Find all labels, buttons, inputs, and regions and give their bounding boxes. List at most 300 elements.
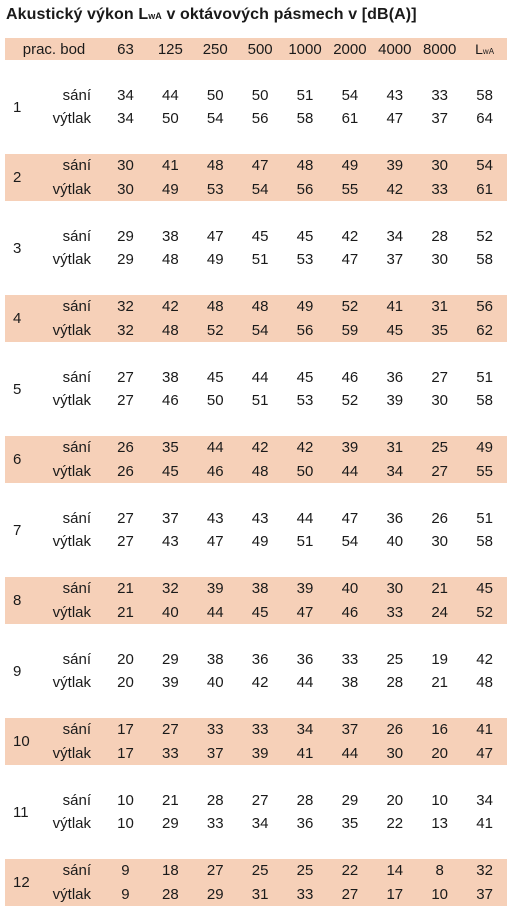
band-value: 44	[238, 366, 283, 390]
lwa-value: 47	[462, 742, 507, 766]
row-gap-cell	[5, 60, 507, 84]
band-value: 32	[103, 295, 148, 319]
band-value: 46	[148, 389, 193, 413]
band-value: 40	[372, 530, 417, 554]
band-value: 31	[417, 295, 462, 319]
band-value: 34	[103, 107, 148, 131]
band-value: 50	[148, 107, 193, 131]
title-rest: v oktávových pásmech v [dB(A)]	[162, 6, 417, 23]
row-gap-cell	[5, 624, 507, 648]
table-row	[5, 319, 507, 343]
table-row	[5, 154, 507, 178]
table-row	[5, 366, 507, 390]
band-value: 42	[372, 178, 417, 202]
band-value: 44	[148, 84, 193, 108]
band-value: 25	[417, 436, 462, 460]
band-value: 34	[372, 460, 417, 484]
band-value: 54	[193, 107, 238, 131]
mode-label: výtlak	[29, 178, 103, 202]
band-value: 37	[372, 248, 417, 272]
band-value: 30	[417, 389, 462, 413]
band-value: 37	[327, 718, 372, 742]
band-value: 37	[193, 742, 238, 766]
band-value: 27	[327, 883, 372, 906]
band-value: 22	[372, 812, 417, 836]
band-value: 30	[103, 154, 148, 178]
band-value: 13	[417, 812, 462, 836]
band-value: 47	[193, 225, 238, 249]
table-row	[5, 648, 507, 672]
band-value: 52	[327, 389, 372, 413]
band-value: 43	[372, 84, 417, 108]
row-gap	[5, 554, 507, 578]
mode-label: výtlak	[29, 107, 103, 131]
band-value: 28	[372, 671, 417, 695]
band-value: 30	[417, 530, 462, 554]
band-value: 39	[283, 577, 328, 601]
band-value: 21	[103, 577, 148, 601]
band-value: 46	[327, 601, 372, 625]
header-band: 1000	[283, 38, 328, 60]
band-value: 33	[372, 601, 417, 625]
band-value: 33	[417, 178, 462, 202]
band-value: 10	[417, 883, 462, 906]
band-value: 20	[372, 789, 417, 813]
band-value: 48	[148, 248, 193, 272]
row-gap	[5, 483, 507, 507]
bod-number: 11	[5, 789, 29, 836]
band-value: 52	[327, 295, 372, 319]
header-band: 125	[148, 38, 193, 60]
band-value: 56	[283, 319, 328, 343]
row-gap-cell	[5, 483, 507, 507]
mode-label: sání	[29, 366, 103, 390]
band-value: 45	[283, 225, 328, 249]
header-band: 500	[238, 38, 283, 60]
band-value: 24	[417, 601, 462, 625]
band-value: 56	[238, 107, 283, 131]
lwa-value: 51	[462, 366, 507, 390]
band-value: 35	[327, 812, 372, 836]
band-value: 51	[238, 248, 283, 272]
row-gap-cell	[5, 413, 507, 437]
band-value: 35	[417, 319, 462, 343]
mode-label: výtlak	[29, 812, 103, 836]
band-value: 10	[103, 812, 148, 836]
band-value: 42	[238, 671, 283, 695]
table-row	[5, 577, 507, 601]
band-value: 45	[193, 366, 238, 390]
band-value: 25	[283, 859, 328, 883]
bod-number: 10	[5, 718, 29, 765]
lwa-value: 52	[462, 225, 507, 249]
band-value: 49	[238, 530, 283, 554]
band-value: 29	[103, 225, 148, 249]
band-value: 21	[148, 789, 193, 813]
row-gap	[5, 836, 507, 860]
band-value: 30	[417, 154, 462, 178]
band-value: 27	[417, 366, 462, 390]
band-value: 37	[417, 107, 462, 131]
band-value: 28	[417, 225, 462, 249]
mode-label: výtlak	[29, 742, 103, 766]
mode-label: sání	[29, 859, 103, 883]
row-gap-cell	[5, 201, 507, 225]
band-value: 44	[193, 601, 238, 625]
band-value: 45	[238, 225, 283, 249]
table-row	[5, 530, 507, 554]
row-gap	[5, 413, 507, 437]
band-value: 47	[372, 107, 417, 131]
mode-label: výtlak	[29, 248, 103, 272]
lwa-value: 56	[462, 295, 507, 319]
band-value: 27	[238, 789, 283, 813]
bod-number: 6	[5, 436, 29, 483]
mode-label: sání	[29, 295, 103, 319]
row-gap	[5, 201, 507, 225]
band-value: 42	[148, 295, 193, 319]
table-row	[5, 436, 507, 460]
header-lwa	[462, 38, 507, 60]
mode-label: sání	[29, 436, 103, 460]
band-value: 51	[238, 389, 283, 413]
band-value: 26	[372, 718, 417, 742]
band-value: 38	[238, 577, 283, 601]
band-value: 36	[283, 812, 328, 836]
band-value: 40	[193, 671, 238, 695]
band-value: 49	[283, 295, 328, 319]
band-value: 28	[193, 789, 238, 813]
band-value: 49	[148, 178, 193, 202]
band-value: 28	[283, 789, 328, 813]
mode-label: sání	[29, 577, 103, 601]
band-value: 54	[327, 84, 372, 108]
band-value: 34	[372, 225, 417, 249]
table-row	[5, 812, 507, 836]
header-bod: prac. bod	[5, 38, 103, 60]
table-row	[5, 789, 507, 813]
lwa-value: 45	[462, 577, 507, 601]
mode-label: výtlak	[29, 460, 103, 484]
mode-label: sání	[29, 648, 103, 672]
band-value: 46	[327, 366, 372, 390]
band-value: 54	[238, 178, 283, 202]
band-value: 21	[417, 671, 462, 695]
band-value: 20	[103, 671, 148, 695]
band-value: 21	[103, 601, 148, 625]
table-header-row	[5, 38, 507, 60]
band-value: 16	[417, 718, 462, 742]
page-title	[6, 6, 417, 24]
band-value: 47	[193, 530, 238, 554]
band-value: 26	[417, 507, 462, 531]
band-value: 30	[372, 742, 417, 766]
band-value: 39	[327, 436, 372, 460]
band-value: 33	[148, 742, 193, 766]
band-value: 29	[148, 812, 193, 836]
lwa-value: 34	[462, 789, 507, 813]
band-value: 39	[372, 389, 417, 413]
table-row	[5, 507, 507, 531]
band-value: 37	[148, 507, 193, 531]
band-value: 26	[103, 436, 148, 460]
bod-number: 1	[5, 84, 29, 131]
band-value: 48	[283, 154, 328, 178]
row-gap-cell	[5, 131, 507, 155]
band-value: 39	[238, 742, 283, 766]
table-row	[5, 859, 507, 883]
band-value: 33	[193, 812, 238, 836]
mode-label: výtlak	[29, 389, 103, 413]
row-gap-cell	[5, 272, 507, 296]
band-value: 36	[238, 648, 283, 672]
band-value: 33	[283, 883, 328, 906]
bod-number: 4	[5, 295, 29, 342]
lwa-value: 37	[462, 883, 507, 906]
band-value: 46	[193, 460, 238, 484]
band-value: 44	[283, 507, 328, 531]
bod-number: 12	[5, 859, 29, 906]
band-value: 41	[148, 154, 193, 178]
title-main: Akustický výkon L	[6, 6, 148, 23]
band-value: 36	[283, 648, 328, 672]
band-value: 53	[283, 389, 328, 413]
band-value: 39	[148, 671, 193, 695]
band-value: 39	[193, 577, 238, 601]
band-value: 51	[283, 530, 328, 554]
band-value: 21	[417, 577, 462, 601]
band-value: 44	[283, 671, 328, 695]
lwa-value: 41	[462, 718, 507, 742]
lwa-value: 58	[462, 389, 507, 413]
lwa-value: 62	[462, 319, 507, 343]
header-lwa-main: L	[475, 41, 483, 57]
band-value: 53	[193, 178, 238, 202]
band-value: 36	[372, 507, 417, 531]
lwa-value: 58	[462, 84, 507, 108]
band-value: 45	[283, 366, 328, 390]
band-value: 48	[193, 154, 238, 178]
band-value: 45	[238, 601, 283, 625]
band-value: 44	[327, 742, 372, 766]
row-gap	[5, 272, 507, 296]
title-subscript: wA	[148, 11, 162, 21]
mode-label: sání	[29, 718, 103, 742]
band-value: 10	[103, 789, 148, 813]
band-value: 49	[327, 154, 372, 178]
lwa-value: 32	[462, 859, 507, 883]
band-value: 43	[238, 507, 283, 531]
band-value: 29	[103, 248, 148, 272]
band-value: 27	[103, 530, 148, 554]
band-value: 48	[238, 295, 283, 319]
band-value: 33	[327, 648, 372, 672]
band-value: 59	[327, 319, 372, 343]
band-value: 29	[148, 648, 193, 672]
bod-number: 7	[5, 507, 29, 554]
band-value: 44	[327, 460, 372, 484]
band-value: 18	[148, 859, 193, 883]
band-value: 48	[148, 319, 193, 343]
row-gap-cell	[5, 765, 507, 789]
table-row	[5, 460, 507, 484]
mode-label: sání	[29, 154, 103, 178]
band-value: 27	[193, 859, 238, 883]
band-value: 43	[193, 507, 238, 531]
band-value: 53	[283, 248, 328, 272]
band-value: 49	[193, 248, 238, 272]
row-gap-cell	[5, 554, 507, 578]
band-value: 25	[372, 648, 417, 672]
bod-number: 5	[5, 366, 29, 413]
band-value: 42	[238, 436, 283, 460]
band-value: 14	[372, 859, 417, 883]
band-value: 47	[283, 601, 328, 625]
band-value: 25	[238, 859, 283, 883]
band-value: 36	[372, 366, 417, 390]
row-gap-cell	[5, 695, 507, 719]
mode-label: sání	[29, 789, 103, 813]
table-row	[5, 671, 507, 695]
lwa-value: 61	[462, 178, 507, 202]
band-value: 32	[103, 319, 148, 343]
band-value: 45	[148, 460, 193, 484]
lwa-value: 58	[462, 248, 507, 272]
band-value: 20	[417, 742, 462, 766]
band-value: 48	[238, 460, 283, 484]
band-value: 27	[103, 507, 148, 531]
mode-label: výtlak	[29, 883, 103, 906]
band-value: 47	[327, 248, 372, 272]
lwa-value: 64	[462, 107, 507, 131]
band-value: 47	[238, 154, 283, 178]
band-value: 19	[417, 648, 462, 672]
band-value: 27	[148, 718, 193, 742]
band-value: 50	[283, 460, 328, 484]
band-value: 34	[103, 84, 148, 108]
lwa-value: 58	[462, 530, 507, 554]
row-gap	[5, 342, 507, 366]
band-value: 20	[103, 648, 148, 672]
row-gap	[5, 765, 507, 789]
mode-label: výtlak	[29, 601, 103, 625]
band-value: 30	[103, 178, 148, 202]
band-value: 55	[327, 178, 372, 202]
acoustic-power-table	[5, 38, 507, 906]
band-value: 29	[327, 789, 372, 813]
band-value: 33	[238, 718, 283, 742]
band-value: 38	[193, 648, 238, 672]
band-value: 22	[327, 859, 372, 883]
band-value: 9	[103, 859, 148, 883]
band-value: 27	[103, 366, 148, 390]
band-value: 27	[103, 389, 148, 413]
band-value: 38	[148, 366, 193, 390]
header-lwa-sub: wA	[483, 47, 494, 56]
lwa-value: 49	[462, 436, 507, 460]
mode-label: výtlak	[29, 530, 103, 554]
band-value: 39	[372, 154, 417, 178]
band-value: 31	[238, 883, 283, 906]
band-value: 40	[327, 577, 372, 601]
lwa-value: 51	[462, 507, 507, 531]
lwa-value: 54	[462, 154, 507, 178]
row-gap	[5, 624, 507, 648]
row-gap-cell	[5, 342, 507, 366]
table-row	[5, 601, 507, 625]
band-value: 50	[193, 84, 238, 108]
table-row	[5, 389, 507, 413]
band-value: 29	[193, 883, 238, 906]
band-value: 43	[148, 530, 193, 554]
band-value: 42	[327, 225, 372, 249]
band-value: 33	[417, 84, 462, 108]
header-band: 8000	[417, 38, 462, 60]
table-row	[5, 742, 507, 766]
band-value: 48	[193, 295, 238, 319]
band-value: 9	[103, 883, 148, 906]
row-gap	[5, 695, 507, 719]
bod-number: 3	[5, 225, 29, 272]
header-band: 4000	[372, 38, 417, 60]
row-gap	[5, 131, 507, 155]
band-value: 51	[283, 84, 328, 108]
band-value: 30	[417, 248, 462, 272]
band-value: 41	[283, 742, 328, 766]
band-value: 34	[283, 718, 328, 742]
lwa-value: 52	[462, 601, 507, 625]
band-value: 30	[372, 577, 417, 601]
band-value: 28	[148, 883, 193, 906]
band-value: 8	[417, 859, 462, 883]
band-value: 61	[327, 107, 372, 131]
header-band: 63	[103, 38, 148, 60]
table-row	[5, 248, 507, 272]
band-value: 26	[103, 460, 148, 484]
lwa-value: 48	[462, 671, 507, 695]
table-row	[5, 295, 507, 319]
header-band: 2000	[327, 38, 372, 60]
band-value: 52	[193, 319, 238, 343]
band-value: 33	[193, 718, 238, 742]
band-value: 40	[148, 601, 193, 625]
band-value: 42	[283, 436, 328, 460]
bod-number: 8	[5, 577, 29, 624]
band-value: 44	[193, 436, 238, 460]
lwa-value: 41	[462, 812, 507, 836]
band-value: 50	[193, 389, 238, 413]
band-value: 58	[283, 107, 328, 131]
lwa-value: 42	[462, 648, 507, 672]
mode-label: sání	[29, 84, 103, 108]
band-value: 41	[372, 295, 417, 319]
band-value: 31	[372, 436, 417, 460]
band-value: 54	[238, 319, 283, 343]
band-value: 56	[283, 178, 328, 202]
mode-label: sání	[29, 225, 103, 249]
table-row	[5, 84, 507, 108]
band-value: 17	[103, 742, 148, 766]
table-row	[5, 178, 507, 202]
table-row	[5, 883, 507, 906]
lwa-value: 55	[462, 460, 507, 484]
table-body	[5, 60, 507, 906]
band-value: 54	[327, 530, 372, 554]
band-value: 10	[417, 789, 462, 813]
band-value: 35	[148, 436, 193, 460]
band-value: 38	[148, 225, 193, 249]
band-value: 34	[238, 812, 283, 836]
